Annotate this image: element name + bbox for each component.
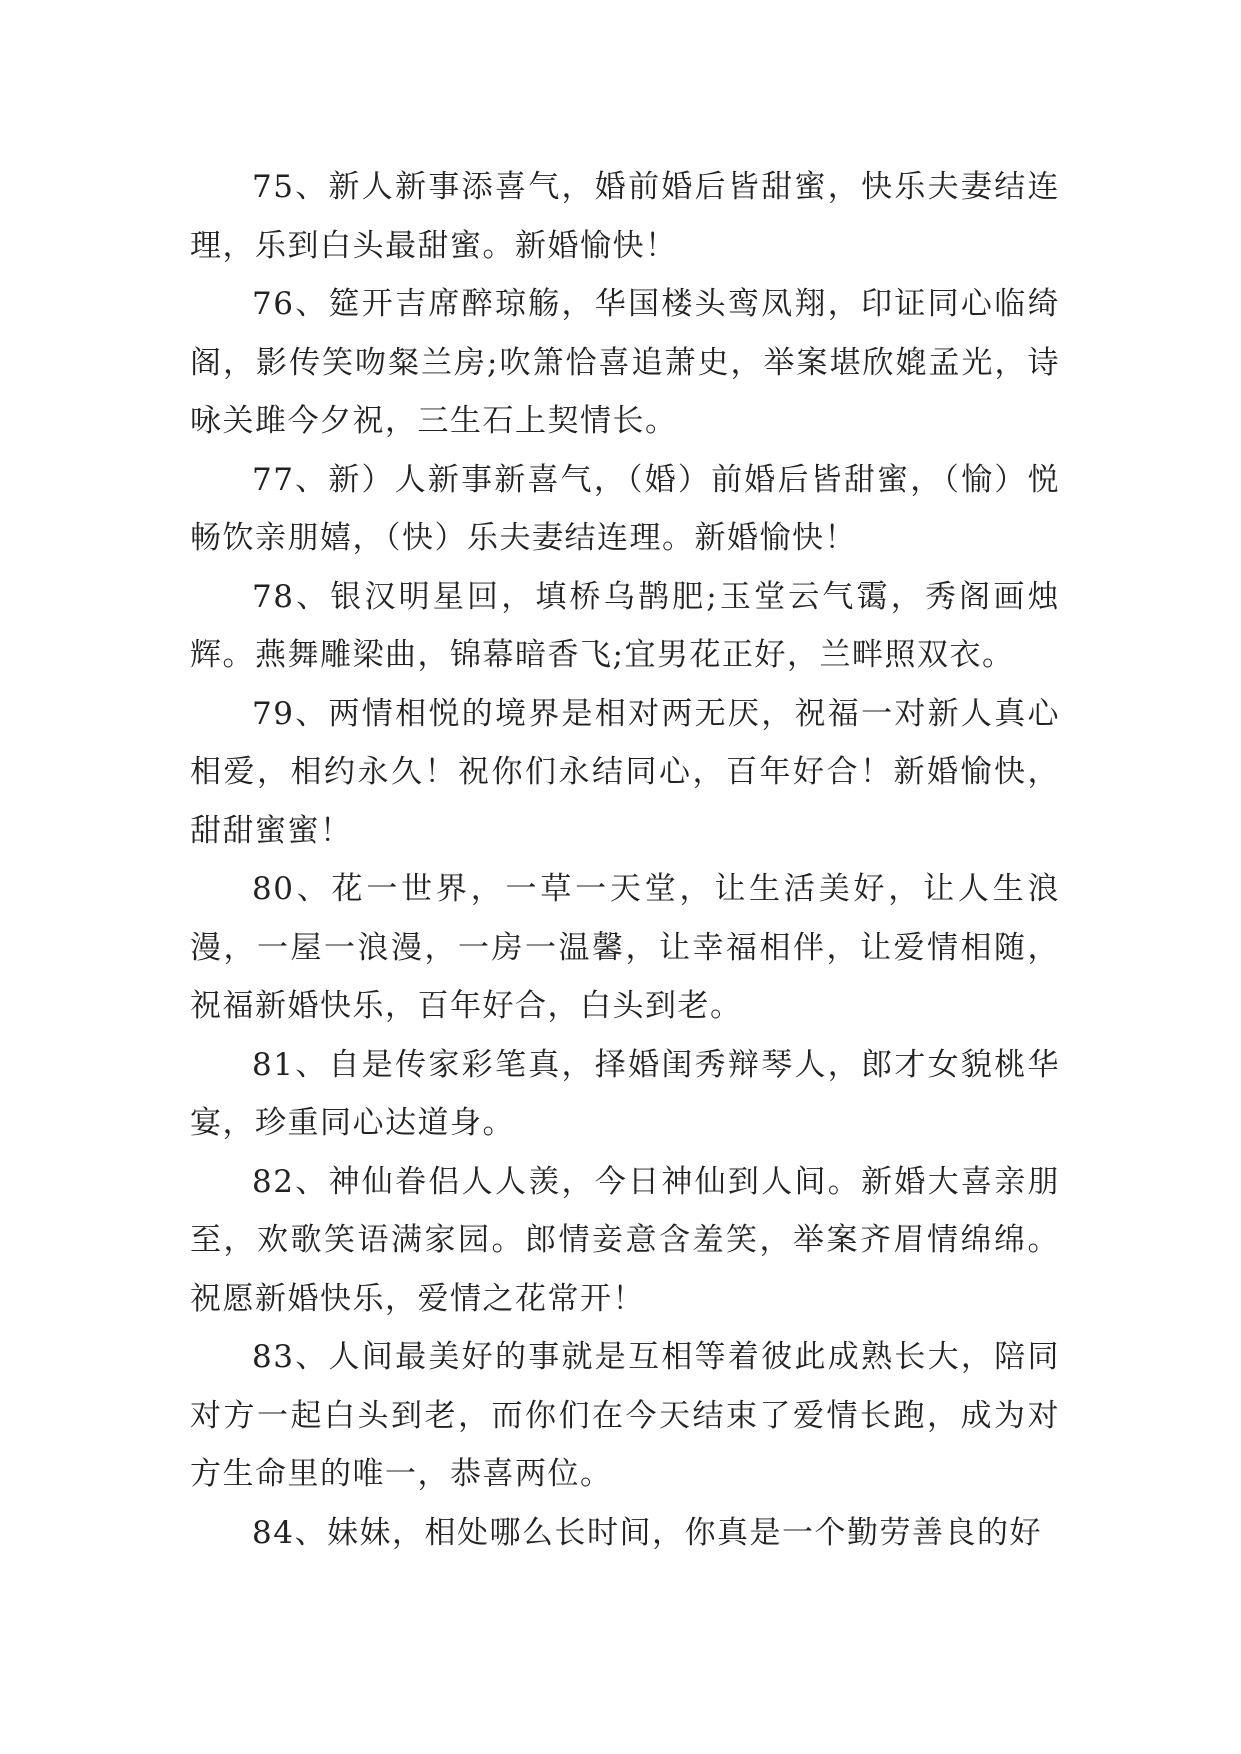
paragraph-77: 77、新）人新事新喜气，（婚）前婚后皆甜蜜，（愉）悦畅饮亲朋嬉，（快）乐夫妻结连理。新婚愉快！ xyxy=(190,461,1060,556)
paragraph-79: 79、两情相悦的境界是相对两无厌，祝福一对新人真心相爱，相约永久！祝你们永结同心，百年好合！新婚愉快，甜甜蜜蜜！ xyxy=(190,695,1060,849)
paragraph-82: 82、神仙眷侣人人羡，今日神仙到人间。新婚大喜亲朋至，欢歌笑语满家园。郎情妾意含羞笑，举案齐眉情绵绵。祝愿新婚快乐，爱情之花常开！ xyxy=(190,1163,1060,1317)
paragraph-83: 83、人间最美好的事就是互相等着彼此成熟长大，陪同对方一起白头到老，而你们在今天结束了爱情长跑，成为对方生命里的唯一，恭喜两位。 xyxy=(190,1339,1060,1492)
paragraph-84: 84、妹妹，相处哪么长时间，你真是一个勤劳善良的好 xyxy=(252,1514,1042,1551)
paragraph-81: 81、自是传家彩笔真，择婚闺秀辩琴人，郎才女貌桃华宴，珍重同心达道身。 xyxy=(190,1046,1060,1141)
paragraph-80: 80、花一世界，一草一天堂，让生活美好，让人生浪漫，一屋一浪漫，一房一温馨，让幸福相伴，让爱情相随，祝福新婚快乐，百年好合，白头到老。 xyxy=(190,871,1060,1024)
paragraph-75: 75、新人新事添喜气，婚前婚后皆甜蜜，快乐夫妻结连理，乐到白头最甜蜜。新婚愉快！ xyxy=(190,169,1060,264)
paragraph-78: 78、银汉明星回，填桥乌鹊肥;玉堂云气霭，秀阁画烛辉。燕舞雕梁曲，锦幕暗香飞;宜男花正好，兰畔照双衣。 xyxy=(190,578,1060,673)
document-body xyxy=(190,158,1060,1562)
paragraph-76: 76、筵开吉席醉琼觞，华国楼头鸾凤翔，印证同心临绮阁，影传笑吻粲兰房;吹箫恰喜追萧史，举案堪欣媲孟光，诗咏关雎今夕祝，三生石上契情长。 xyxy=(190,286,1060,439)
